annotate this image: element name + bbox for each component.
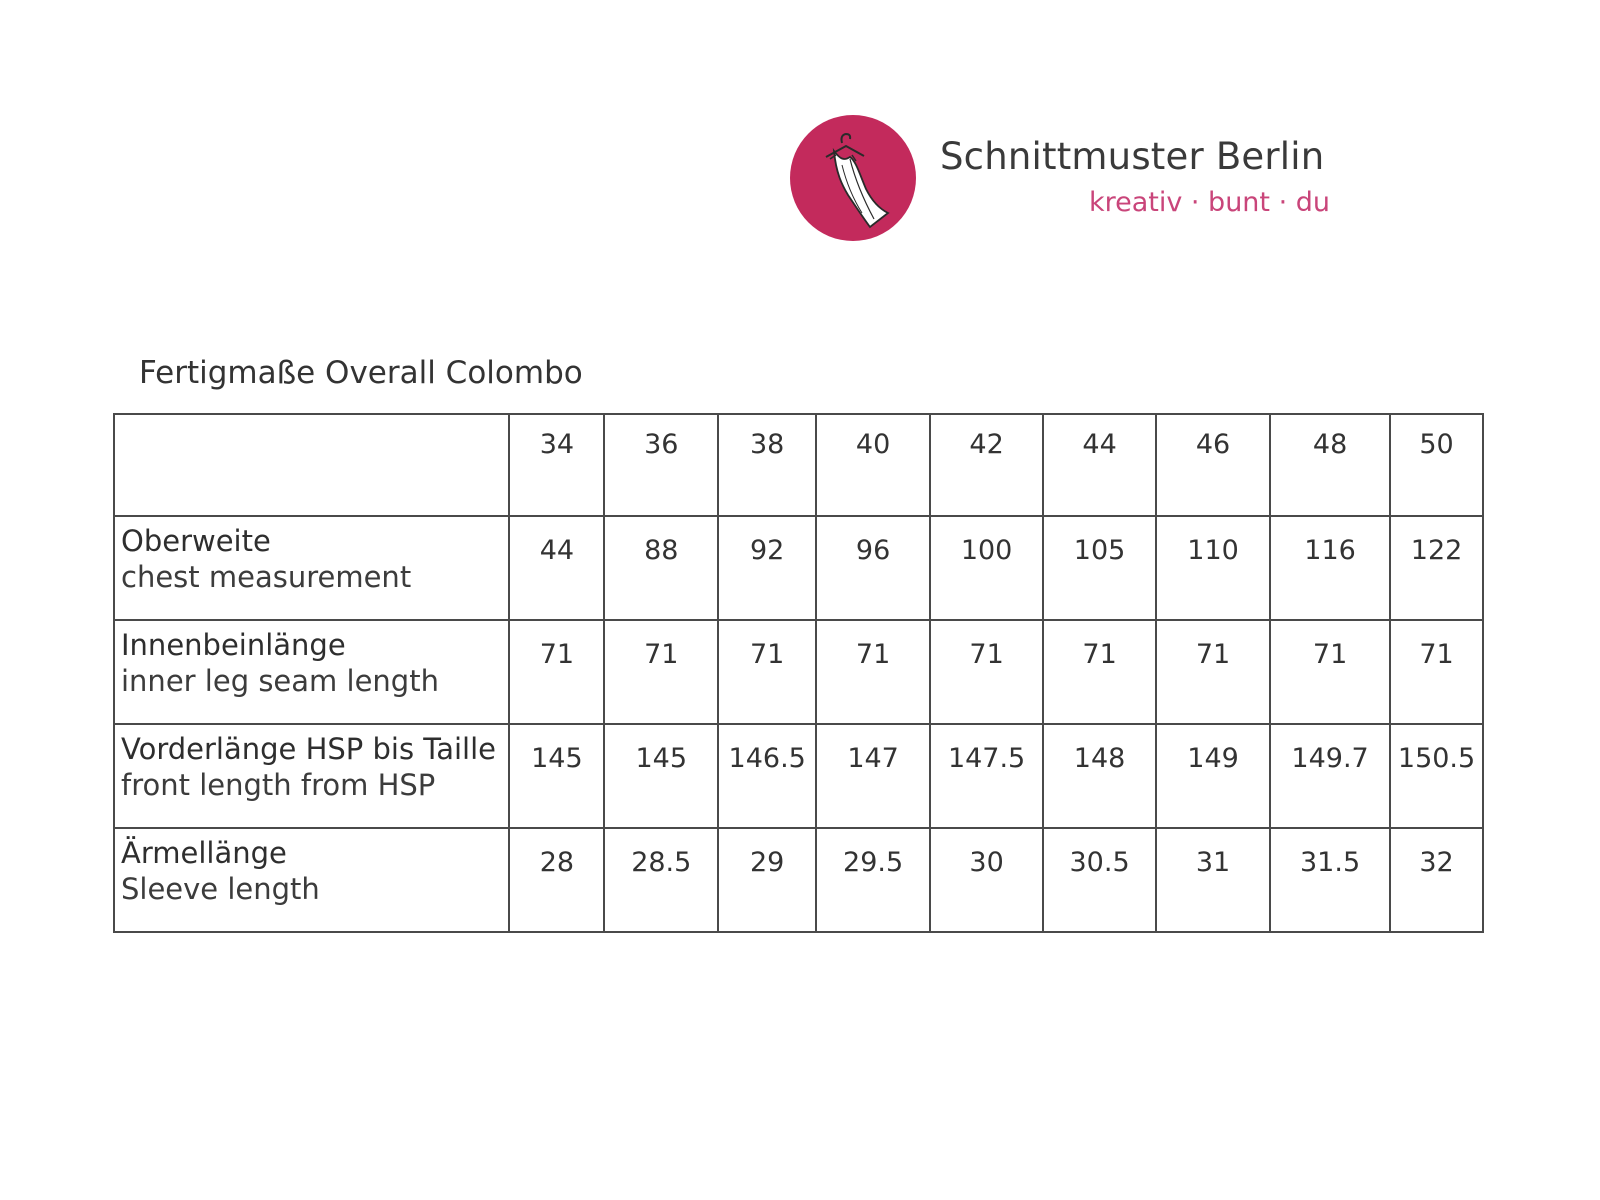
- brand-logo: [790, 115, 1350, 245]
- value-cell: 110: [1156, 516, 1270, 620]
- table-title: Fertigmaße Overall Colombo: [139, 355, 583, 391]
- size-header-cell: 38: [718, 414, 816, 516]
- value-cell: 105: [1043, 516, 1156, 620]
- value-cell: 100: [930, 516, 1043, 620]
- value-cell: 28.5: [604, 828, 718, 932]
- table-row-front-length: [114, 724, 1483, 828]
- size-header-cell: 50: [1390, 414, 1483, 516]
- table-row-chest: [114, 516, 1483, 620]
- row-label: [114, 516, 509, 620]
- header-empty-cell: [114, 414, 509, 516]
- size-header-cell: 48: [1270, 414, 1390, 516]
- value-cell: 71: [718, 620, 816, 724]
- size-header-row: [114, 414, 1483, 516]
- value-cell: 147.5: [930, 724, 1043, 828]
- value-cell: 31.5: [1270, 828, 1390, 932]
- value-cell: 30: [930, 828, 1043, 932]
- row-label-english: Sleeve length: [121, 872, 320, 906]
- value-cell: 28: [509, 828, 604, 932]
- row-label: [114, 828, 509, 932]
- value-cell: 44: [509, 516, 604, 620]
- value-cell: 71: [509, 620, 604, 724]
- size-header-cell: 44: [1043, 414, 1156, 516]
- brand-name: Schnittmuster Berlin: [940, 135, 1325, 178]
- value-cell: 71: [930, 620, 1043, 724]
- brand-tagline: kreativ · bunt · du: [1088, 187, 1330, 218]
- value-cell: 145: [604, 724, 718, 828]
- size-header-cell: 46: [1156, 414, 1270, 516]
- row-label-german: Innenbeinlänge: [121, 628, 346, 662]
- row-label-german: Ärmellänge: [121, 836, 287, 870]
- value-cell: 31: [1156, 828, 1270, 932]
- row-label-german: Oberweite: [121, 524, 271, 558]
- size-header-cell: 36: [604, 414, 718, 516]
- size-header-cell: 40: [816, 414, 930, 516]
- dress-on-hanger-icon: [790, 115, 916, 241]
- value-cell: 29: [718, 828, 816, 932]
- row-label: [114, 724, 509, 828]
- row-label-english: inner leg seam length: [121, 664, 439, 698]
- value-cell: 147: [816, 724, 930, 828]
- value-cell: 71: [1270, 620, 1390, 724]
- table-row-sleeve-length: [114, 828, 1483, 932]
- size-header-cell: 34: [509, 414, 604, 516]
- row-label-english: chest measurement: [121, 560, 412, 594]
- value-cell: 71: [1156, 620, 1270, 724]
- value-cell: 146.5: [718, 724, 816, 828]
- value-cell: 71: [604, 620, 718, 724]
- row-label-german: Vorderlänge HSP bis Taille: [121, 732, 497, 766]
- value-cell: 96: [816, 516, 930, 620]
- table-row-inner-leg: [114, 620, 1483, 724]
- value-cell: 122: [1390, 516, 1483, 620]
- value-cell: 149: [1156, 724, 1270, 828]
- value-cell: 71: [1043, 620, 1156, 724]
- size-header-cell: 42: [930, 414, 1043, 516]
- value-cell: 29.5: [816, 828, 930, 932]
- measurement-table: [113, 413, 1484, 933]
- value-cell: 71: [816, 620, 930, 724]
- value-cell: 150.5: [1390, 724, 1483, 828]
- value-cell: 88: [604, 516, 718, 620]
- value-cell: 145: [509, 724, 604, 828]
- value-cell: 32: [1390, 828, 1483, 932]
- value-cell: 149.7: [1270, 724, 1390, 828]
- value-cell: 148: [1043, 724, 1156, 828]
- row-label-english: front length from HSP: [121, 768, 436, 802]
- value-cell: 116: [1270, 516, 1390, 620]
- value-cell: 71: [1390, 620, 1483, 724]
- value-cell: 30.5: [1043, 828, 1156, 932]
- row-label: [114, 620, 509, 724]
- value-cell: 92: [718, 516, 816, 620]
